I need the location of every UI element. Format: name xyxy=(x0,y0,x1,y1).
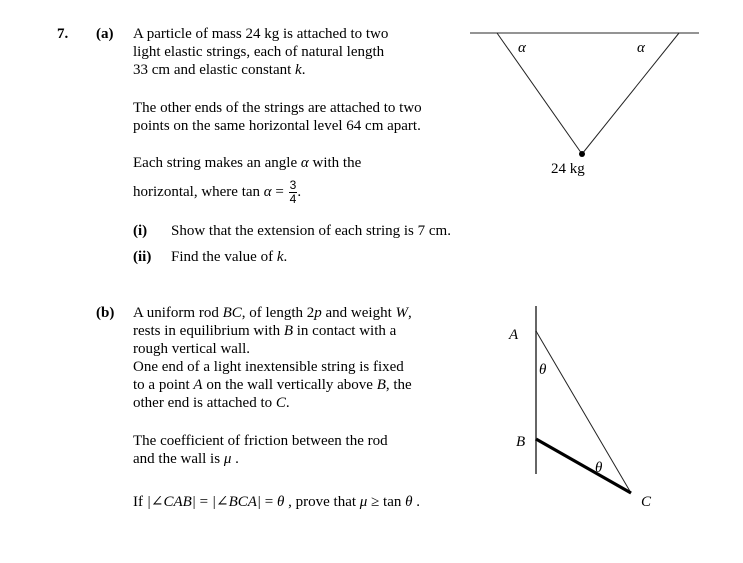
text-segment: . xyxy=(412,494,420,510)
subpart-label: (i) xyxy=(133,223,148,239)
text-segment: ≥ tan xyxy=(367,494,406,510)
angle-theta-c: θ xyxy=(595,460,603,476)
text-segment: . xyxy=(297,184,302,200)
variable-a: A xyxy=(193,377,203,393)
part-b-label: (b) xyxy=(96,305,115,321)
text-segment: rests in equilibrium with xyxy=(133,323,284,339)
angle-alpha-left: α xyxy=(518,40,526,56)
text-segment: and weight xyxy=(321,305,396,321)
question-number: 7. xyxy=(57,26,69,42)
variable-bc: BC xyxy=(222,305,242,321)
text-line: The coefficient of friction between the rod xyxy=(133,433,388,449)
text-segment: A uniform rod xyxy=(133,305,223,321)
text-segment: in contact with a xyxy=(293,323,397,339)
alpha-symbol: α xyxy=(300,155,309,171)
angle-bca: |∠BCA| xyxy=(211,494,262,510)
text-segment: with the xyxy=(308,155,362,171)
label-b: B xyxy=(516,434,526,450)
text-segment: , the xyxy=(385,377,412,393)
text-segment: . xyxy=(231,451,239,467)
text-segment: on the wall vertically above xyxy=(202,377,377,393)
text-segment: other end is attached to xyxy=(133,395,276,411)
text-segment: If xyxy=(133,494,147,510)
fraction-denominator: 4 xyxy=(289,192,297,207)
angle-cab: |∠CAB| xyxy=(146,494,196,510)
variable-b: B xyxy=(283,323,293,339)
mu-symbol: μ xyxy=(223,451,232,467)
subpart-text: Show that the extension of each string is 7 cm. xyxy=(171,223,451,239)
text-segment: Find the value of xyxy=(171,249,277,265)
rod-bc xyxy=(536,439,631,493)
variable-p: p xyxy=(314,305,322,321)
text-line: light elastic strings, each of natural length xyxy=(133,44,385,60)
variable-k: k xyxy=(276,249,284,265)
label-c: C xyxy=(641,494,652,510)
variable-w: W xyxy=(395,305,408,321)
variable-b: B xyxy=(376,377,386,393)
theta-symbol: θ xyxy=(405,494,413,510)
mu-symbol: μ xyxy=(359,494,368,510)
theta-symbol: θ xyxy=(277,494,285,510)
equals-sign: = xyxy=(261,494,277,510)
angle-alpha-right: α xyxy=(637,40,645,56)
text-segment: . xyxy=(301,62,306,78)
text-segment: . xyxy=(283,249,288,265)
text-segment: Each string makes an angle xyxy=(133,155,301,171)
text-segment: horizontal, where tan xyxy=(133,184,264,200)
variable-k: k xyxy=(295,62,302,78)
equals-sign: = xyxy=(271,184,288,200)
text-segment: . xyxy=(285,395,290,411)
text-line: The other ends of the strings are attached to two xyxy=(133,100,422,116)
variable-c: C xyxy=(275,395,286,411)
subpart-label: (ii) xyxy=(133,249,152,265)
text-segment: to a point xyxy=(133,377,194,393)
text-segment: , prove that xyxy=(284,494,360,510)
part-a-label: (a) xyxy=(96,26,114,42)
text-line: points on the same horizontal level 64 cm apart. xyxy=(133,118,421,134)
equals-sign: = xyxy=(195,494,212,510)
text-segment: and the wall is xyxy=(133,451,224,467)
string-ac xyxy=(536,331,631,493)
angle-theta-a: θ xyxy=(539,362,547,378)
text-segment: 33 cm and elastic constant xyxy=(133,62,296,78)
mass-label: 24 kg xyxy=(551,161,585,177)
text-segment: , of length 2 xyxy=(241,305,315,321)
text-line: rough vertical wall. xyxy=(133,341,251,357)
text-segment: , xyxy=(407,305,412,321)
text-line: A particle of mass 24 kg is attached to two xyxy=(133,26,389,42)
label-a: A xyxy=(509,327,519,343)
alpha-symbol: α xyxy=(263,184,272,200)
fraction-numerator: 3 xyxy=(289,178,297,193)
text-line: One end of a light inextensible string is fixed xyxy=(133,359,404,375)
